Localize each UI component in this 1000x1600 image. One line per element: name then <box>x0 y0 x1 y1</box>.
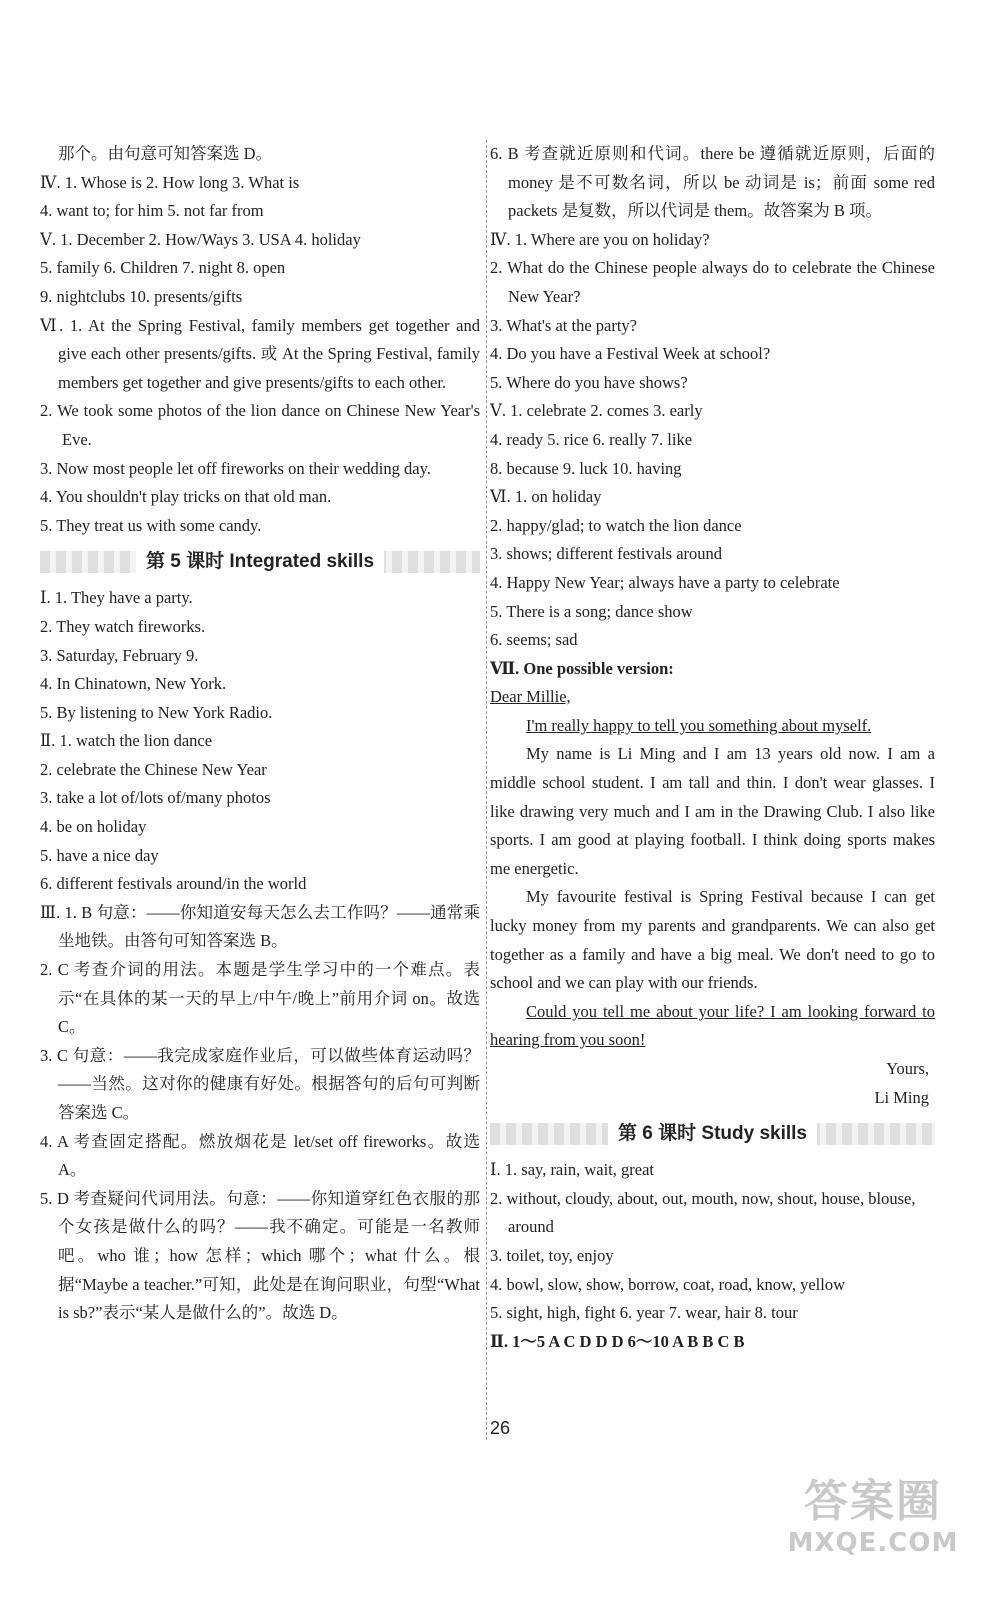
answer-line: 5. family 6. Children 7. night 8. open <box>40 258 286 278</box>
answer-line: 4. You shouldn't play tricks on that old man. <box>40 487 332 507</box>
left-column <box>40 140 480 1328</box>
letter-paragraph-text: Could you tell me about your life? I am looking forward to hearing from you soon! <box>490 1001 935 1050</box>
letter-closing: Yours, <box>886 1059 929 1078</box>
answer-line: Ⅳ. 1. Where are you on holiday? <box>490 229 710 249</box>
answer-line: 4. ready 5. rice 6. really 7. like <box>490 429 693 449</box>
answer-paragraph: 2. C 考查介词的用法。本题是学生学习中的一个难点。表示“在具体的某一天的早上/中午/晚上”前用介词 on。故选 C。 <box>40 960 480 1037</box>
answer-line: 9. nightclubs 10. presents/gifts <box>40 286 243 306</box>
answer-line: 2. celebrate the Chinese New Year <box>40 759 267 779</box>
answer-line: Ⅵ. 1. on holiday <box>490 487 602 507</box>
section-title: 第 5 课时 Integrated skills <box>136 542 384 582</box>
answer-paragraph: 2. without, cloudy, about, out, mouth, now, shout, house, blouse, around <box>490 1188 916 1237</box>
section-title: 第 6 课时 Study skills <box>608 1114 817 1154</box>
answer-paragraph: 2. We took some photos of the lion dance on Chinese New Year's Eve. <box>40 401 480 449</box>
answer-line: Ⅰ. 1. say, rain, wait, great <box>490 1160 654 1180</box>
letter-paragraph: My favourite festival is Spring Festival because I can get lucky money from my parents and grandparents. We can also get together as a family and have a big meal. We don't need to go to school and we can play with our friends. <box>490 887 935 993</box>
answer-paragraph: 5. D 考查疑问代词用法。句意：——你知道穿红色衣服的那个女孩是做什么的吗？——我不确定。可能是一名教师吧。who 谁；how 怎样；which 哪个；what 什么。根据“Maybe a teacher.”可知，此处是在询问职业，句型“What is sb?”表示“某人是做什么的”。故选 D。 <box>40 1188 480 1323</box>
watermark-logo <box>768 1476 978 1586</box>
answer-line: 4. bowl, slow, show, borrow, coat, road, know, yellow <box>490 1274 845 1294</box>
answer-line: 5. There is a song; dance show <box>490 601 693 621</box>
answer-line: 5. sight, high, fight 6. year 7. wear, hair 8. tour <box>490 1303 798 1323</box>
answer-line: 那个。由句意可知答案选 D。 <box>58 144 273 163</box>
answer-line: 4. In Chinatown, New York. <box>40 674 227 694</box>
letter-greeting <box>490 683 935 712</box>
answer-line: 2. happy/glad; to watch the lion dance <box>490 515 742 535</box>
letter-paragraph-text: I'm really happy to tell you something about myself. <box>526 715 872 735</box>
answer-paragraph: Ⅵ. 1. At the Spring Festival, family members get together and give each other presents/gifts. 或 At the Spring Festival, family members get together and give presents/gifts to each other. <box>40 315 480 392</box>
answer-line: Ⅳ. 1. Whose is 2. How long 3. What is <box>40 172 300 192</box>
right-column <box>490 140 935 1356</box>
answer-line: 4. want to; for him 5. not far from <box>40 201 264 221</box>
answer-line: 5. have a nice day <box>40 845 159 865</box>
letter-paragraph <box>490 712 935 741</box>
answer-line: 5. They treat us with some candy. <box>40 515 262 535</box>
answer-line: 3. Saturday, February 9. <box>40 645 199 665</box>
answer-line: 5. Where do you have shows? <box>490 372 688 392</box>
letter-paragraph <box>490 998 935 1055</box>
answer-paragraph: 6. B 考查就近原则和代词。there be 遵循就近原则，后面的 money 是不可数名词，所以 be 动词是 is；前面 some red packets 是复数，所以代词是 them。故答案为 B 项。 <box>490 144 935 221</box>
answer-line: 4. Happy New Year; always have a party to celebrate <box>490 572 840 592</box>
answer-line: 4. Do you have a Festival Week at school? <box>490 344 771 364</box>
answer-paragraph: Ⅲ. 1. B 句意：——你知道安每天怎么去工作吗？——通常乘坐地铁。由答句可知答案选 B。 <box>40 902 480 951</box>
page-number: 26 <box>489 1418 511 1438</box>
answer-line: 3. shows; different festivals around <box>490 544 723 564</box>
answer-line <box>490 1328 935 1357</box>
answer-line: 8. because 9. luck 10. having <box>490 458 682 478</box>
answer-line: Ⅴ. 1. celebrate 2. comes 3. early <box>490 401 703 421</box>
answer-line: 6. different festivals around/in the world <box>40 874 307 894</box>
watermark-url: MXQE.COM <box>787 1528 959 1558</box>
answer-line: 2. They watch fireworks. <box>40 616 206 636</box>
writing-heading <box>490 655 935 684</box>
letter-paragraph: My name is Li Ming and I am 13 years old now. I am a middle school student. I am tall and thin. I don't wear glasses. I like drawing very much and I am in the Drawing Club. I also like sports. I am good at playing football. I think doing sports makes me energetic. <box>490 744 935 878</box>
answer-line: 5. By listening to New York Radio. <box>40 702 273 722</box>
letter-greeting-text: Dear Millie, <box>490 687 571 707</box>
watermark-logo-text: 答案圈 <box>804 1476 942 1527</box>
answer-paragraph: 3. Now most people let off fireworks on their wedding day. <box>40 458 431 478</box>
column-divider <box>486 140 487 1440</box>
answer-line: 6. seems; sad <box>490 630 578 650</box>
section-banner-lesson5 <box>40 542 480 582</box>
answer-line: 3. What's at the party? <box>490 315 637 335</box>
writing-heading-text: Ⅶ. One possible version: <box>490 658 674 678</box>
answer-paragraph: 3. C 句意：——我完成家庭作业后，可以做些体育运动吗？——当然。这对你的健康有好处。根据答句的后句可判断答案选 C。 <box>40 1045 480 1122</box>
answer-line: 3. take a lot of/lots of/many photos <box>40 788 271 808</box>
answer-line: Ⅱ. 1. watch the lion dance <box>40 731 213 751</box>
answer-paragraph: 4. A 考查固定搭配。燃放烟花是 let/set off fireworks。故选 A。 <box>40 1131 480 1180</box>
letter-signature: Li Ming <box>874 1087 929 1107</box>
answer-line: Ⅰ. 1. They have a party. <box>40 588 193 608</box>
answer-paragraph: 2. What do the Chinese people always do to celebrate the Chinese New Year? <box>490 258 935 306</box>
answer-line: Ⅴ. 1. December 2. How/Ways 3. USA 4. holiday <box>40 229 361 249</box>
answer-line-text: Ⅱ. 1～5 A C D D D 6～10 A B B C B <box>490 1331 745 1351</box>
section-banner-lesson6 <box>490 1114 935 1154</box>
answer-line: 4. be on holiday <box>40 817 147 837</box>
answer-line: 3. toilet, toy, enjoy <box>490 1245 614 1265</box>
